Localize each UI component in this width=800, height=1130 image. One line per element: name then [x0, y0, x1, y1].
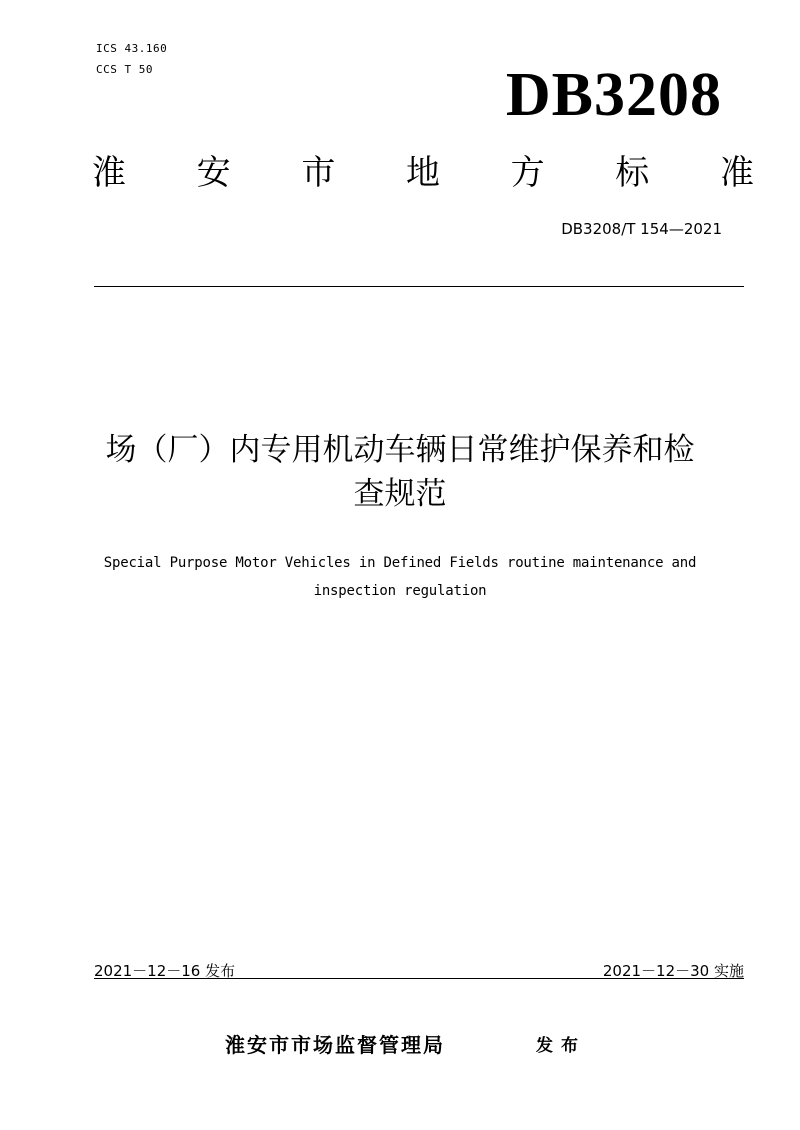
- footer-divider: [94, 978, 744, 979]
- standard-type-char: 市: [301, 153, 336, 193]
- standard-type-char: 地: [405, 153, 440, 193]
- release-date: 2021－12－16 发布: [94, 962, 236, 980]
- standard-type-char: 准: [719, 153, 754, 193]
- issue-label: 发布: [536, 1036, 586, 1056]
- document-title-cn: [60, 428, 740, 516]
- standard-type-char: 安: [196, 153, 231, 193]
- ccs-code: CCS T 50: [96, 63, 153, 76]
- issuing-authority: 淮安市市场监督管理局: [225, 1033, 445, 1057]
- ics-code: ICS 43.160: [96, 42, 168, 55]
- standard-number: DB3208/T 154—2021: [561, 220, 722, 238]
- title-en-line: Special Purpose Motor Vehicles in Defined Fields routine maintenance and: [103, 555, 697, 571]
- document-title-en: [40, 549, 760, 605]
- db-logo: DB3208: [505, 61, 722, 129]
- header-divider: [94, 286, 744, 287]
- standard-type-char: 淮: [92, 153, 126, 193]
- standard-type-char: 标: [615, 153, 650, 193]
- title-en-line: inspection regulation: [313, 583, 487, 599]
- standard-type-heading: [92, 153, 754, 193]
- title-cn-line: 场（厂）内专用机动车辆日常维护保养和检: [105, 432, 695, 468]
- title-cn-line: 查规范: [353, 476, 447, 512]
- standard-type-char: 方: [510, 153, 545, 193]
- implementation-date: 2021－12－30 实施: [602, 962, 744, 980]
